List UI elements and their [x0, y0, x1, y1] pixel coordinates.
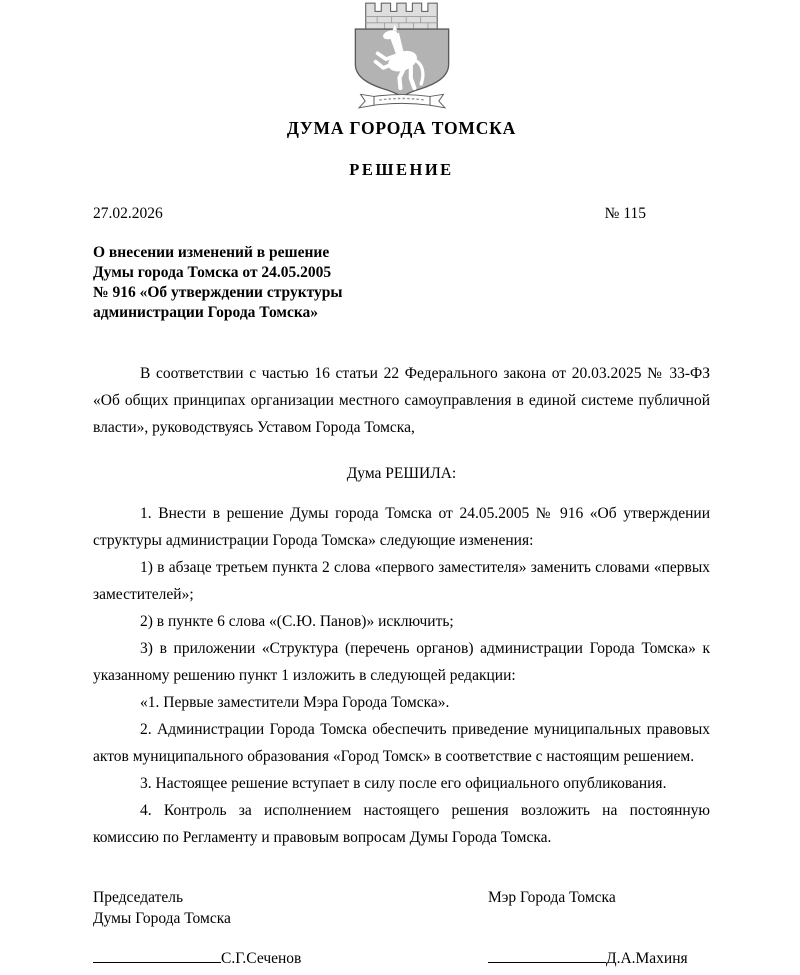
resolution-item: 3. Настоящее решение вступает в силу после его официального опубликования. [140, 775, 667, 792]
resolution-body [93, 500, 710, 851]
document-date: 27.02.2026 [93, 205, 163, 222]
motto-ribbon-icon [358, 94, 444, 107]
signature-title-right: Мэр Города Томска [488, 889, 616, 906]
document-title [93, 243, 413, 323]
signature-name-right: Д.А.Махиня [606, 950, 688, 967]
signature-titles-row [93, 887, 710, 929]
signature-name-left: С.Г.Сеченов [221, 950, 302, 967]
signature-title-left-line2: Думы Города Томска [93, 910, 231, 927]
signature-line-left [93, 948, 221, 963]
title-line: О внесении изменений в решение [93, 244, 330, 261]
date-number-row [93, 205, 710, 223]
signature-title-left [93, 887, 231, 929]
title-line: администрации Города Томска» [93, 304, 319, 321]
document-type-heading: РЕШЕНИЕ [349, 160, 454, 179]
resolution-subitem: 3) в приложении «Структура (перечень органов) администрации Города Томска» к указанному решению пункт 1 изложить в следующей редакции: [93, 640, 710, 684]
title-line: Думы города Томска от 24.05.2005 [93, 264, 332, 281]
title-line: № 916 «Об утверждении структуры [93, 284, 343, 301]
resolution-item: 2. Администрации Города Томска обеспечить приведение муниципальных правовых актов муниципального образования «Город Томск» в соответствие с настоящим решением. [93, 721, 710, 765]
resolution-item: 1. Внести в решение Думы города Томска от 24.05.2005 № 916 «Об утверждении структуры администрации Города Томска» следующие изменения: [93, 505, 710, 549]
document-number: № 115 [604, 205, 646, 222]
signature-title-left-line1: Председатель [93, 889, 184, 906]
signature-line-right [488, 948, 606, 963]
resolution-item: 4. Контроль за исполнением настоящего решения возложить на постоянную комиссию по Регламенту и правовым вопросам Думы Города Томска. [93, 802, 710, 846]
resolved-heading: Дума РЕШИЛА: [346, 465, 457, 482]
resolution-quote: «1. Первые заместители Мэра Города Томска». [140, 694, 450, 711]
preamble-paragraph: В соответствии с частью 16 статьи 22 Федерального закона от 20.03.2025 № 33-ФЗ «Об общих принципах организации местного самоуправления в единой системе публичной власти», руководствуясь Уставом Города Томска, [93, 365, 710, 436]
emblem-container [93, 2, 710, 111]
resolution-subitem: 2) в пункте 6 слова «(С.Ю. Панов)» исключить; [140, 613, 454, 630]
tomsk-coat-of-arms-icon [345, 2, 459, 111]
organization-name: ДУМА ГОРОДА ТОМСКА [286, 118, 517, 138]
mural-crown-icon [365, 3, 437, 29]
signature-names-row [93, 948, 710, 968]
signature-left [93, 948, 301, 968]
resolution-subitem: 1) в абзаце третьем пункта 2 слова «первого заместителя» заменить словами «первых заместителей»; [93, 559, 710, 603]
signature-right [488, 948, 710, 968]
